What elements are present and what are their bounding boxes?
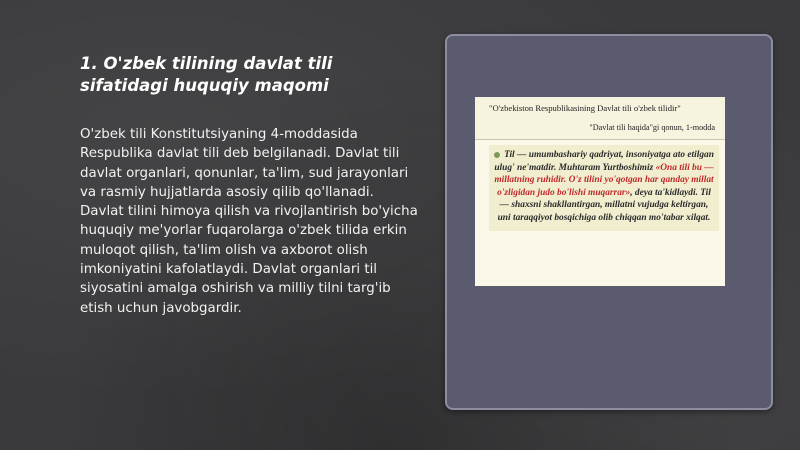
slide-title: 1. O'zbek tilining davlat tili sifatidagi huquqiy maqomi bbox=[80, 54, 333, 95]
document-header-source: "Davlat tili haqida"gi qonun, 1-modda bbox=[589, 123, 715, 132]
document-header bbox=[475, 97, 725, 140]
document-image bbox=[475, 97, 725, 286]
quote-text-end: , deya ta'kidlaydi. Til— shaxsni shakllantirgan, millatni vujudga keltirgan, uni taraqqiyot bosqichiga olib chiqqan mo'tabar xilqat. bbox=[497, 187, 711, 223]
quote-text-start: Til — umumbashariy qadriyat, insoniyatga ato etilgan ulug' ne'matdir. Muhtaram Yurtboshimiz bbox=[494, 150, 714, 173]
quote-highlight: «Ona tili bu — millatning ruhidir. O'z tilini yo'qotgan har qanday millat o'zligidan judo bo'lishi muqarrar» bbox=[494, 162, 714, 198]
document-header-title: "O'zbekiston Respublikasining Davlat tili o'zbek tilidir" bbox=[489, 103, 681, 113]
document-quote bbox=[489, 145, 719, 231]
bullet-icon bbox=[494, 152, 500, 158]
slide-body-text: O'zbek tili Konstitutsiyaning 4-moddasida Respublika davlat tili deb belgilanadi. Davlat tili davlat organlari, qonunlar, ta'lim, sud jarayonlari va rasmiy hujjatlarda asosiy qilib qo'llanadi. Davlat tilini himoya qilish va rivojlantirish bo'yicha huquqiy me'yorlar fuqarolarga o'zbek tilida erkin muloqot qilish, ta'lim olish va axborot olish imkoniyatini kafolatlaydi. Davlat organlari til siyosatini amalga oshirish va milliy tilni targ'ib etish uchun javobgardir. bbox=[80, 127, 418, 316]
